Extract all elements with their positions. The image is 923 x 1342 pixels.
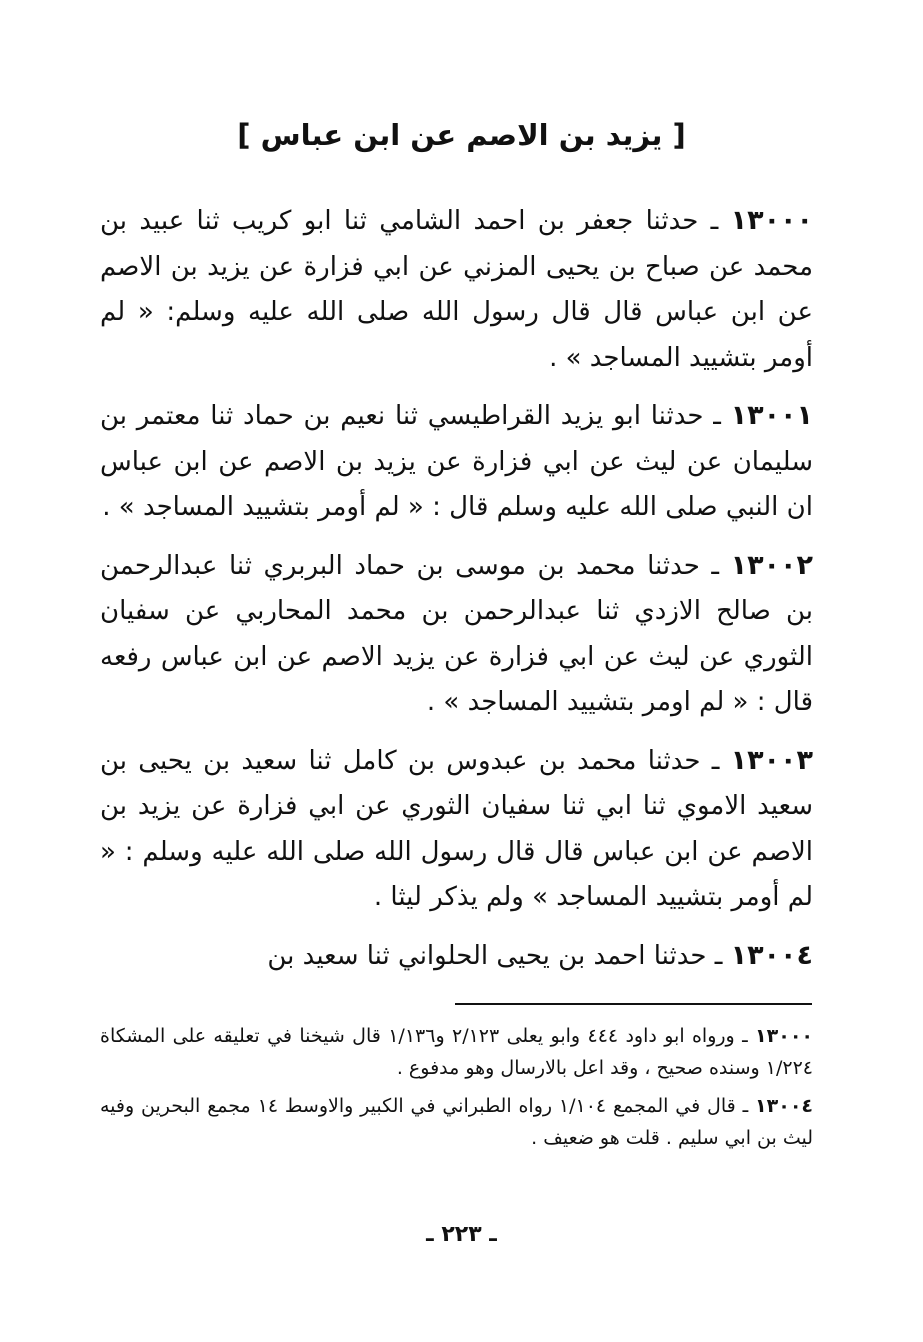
hadith-number: ١٣٠٠٣ [730, 744, 813, 776]
hadith-13003 [100, 738, 813, 921]
hadith-text: ـ حدثنا جعفر بن احمد الشامي ثنا ابو كريب ثنا عبيد بن محمد عن صباح بن يحيى المزني عن ابي فزارة عن يزيد بن الاصم عن ابن عباس قال قال رسول الله صلى الله عليه وسلم: « لم أومر بتشييد المساجد » . [100, 206, 813, 373]
footnote-text: ـ ورواه ابو داود ٤٤٤ وابو يعلى ٢/١٢٣ و١/١٣٦ قال شيخنا في تعليقه على المشكاة ١/٢٢٤ وسنده صحيح ، وقد اعل بالارسال وهو مدفوع . [100, 1025, 813, 1079]
hadith-13004 [100, 933, 813, 980]
hadith-number: ١٣٠٠٤ [730, 939, 813, 971]
hadith-number: ١٣٠٠١ [730, 400, 814, 431]
hadith-13002 [100, 543, 813, 726]
footnotes [100, 1020, 813, 1160]
footnote-number: ١٣٠٠٤ [755, 1095, 814, 1117]
hadith-list [100, 198, 813, 991]
footnote-number: ١٣٠٠٠ [755, 1025, 814, 1047]
footnote-13004 [100, 1090, 813, 1154]
hadith-13000 [100, 198, 813, 381]
footnote-13000 [100, 1020, 813, 1084]
hadith-13001 [100, 393, 813, 531]
footnote-text: ـ قال في المجمع ١/١٠٤ رواه الطبراني في الكبير والاوسط ١٤ مجمع البحرين وفيه ليث بن ابي سليم . قلت هو ضعيف . [100, 1095, 813, 1149]
hadith-number: ١٣٠٠٢ [730, 549, 813, 581]
hadith-text: ـ حدثنا محمد بن موسى بن حماد البربري ثنا عبدالرحمن بن صالح الازدي ثنا عبدالرحمن بن محمد المحاربي عن سفيان الثوري عن ليث عن ابي فزارة عن يزيد الاصم عن ابن عباس رفعه قال : « لم اومر بتشييد المساجد » . [100, 550, 813, 717]
hadith-text: ـ حدثنا محمد بن عبدوس بن كامل ثنا سعيد بن يحيى بن سعيد الاموي ثنا ابي ثنا سفيان الثوري عن ابي فزارة عن يزيد بن الاصم عن ابن عباس قال قال رسول الله صلى الله عليه وسلم : « لم أومر بتشييد المساجد » ولم يذكر ليثا . [100, 745, 813, 912]
footnote-divider [455, 1003, 812, 1005]
hadith-text: ـ حدثنا احمد بن يحيى الحلواني ثنا سعيد بن [267, 940, 723, 971]
page-number: ـ ٢٢٣ ـ [426, 1222, 497, 1247]
section-title: [ يزيد بن الاصم عن ابن عباس ] [237, 118, 686, 152]
hadith-number: ١٣٠٠٠ [730, 205, 814, 236]
hadith-text: ـ حدثنا ابو يزيد القراطيسي ثنا نعيم بن حماد ثنا معتمر بن سليمان عن ليث عن ابي فزارة عن يزيد بن الاصم عن ابن عباس ان النبي صلى الله عليه وسلم قال : « لم أومر بتشييد المساجد » . [100, 401, 813, 522]
